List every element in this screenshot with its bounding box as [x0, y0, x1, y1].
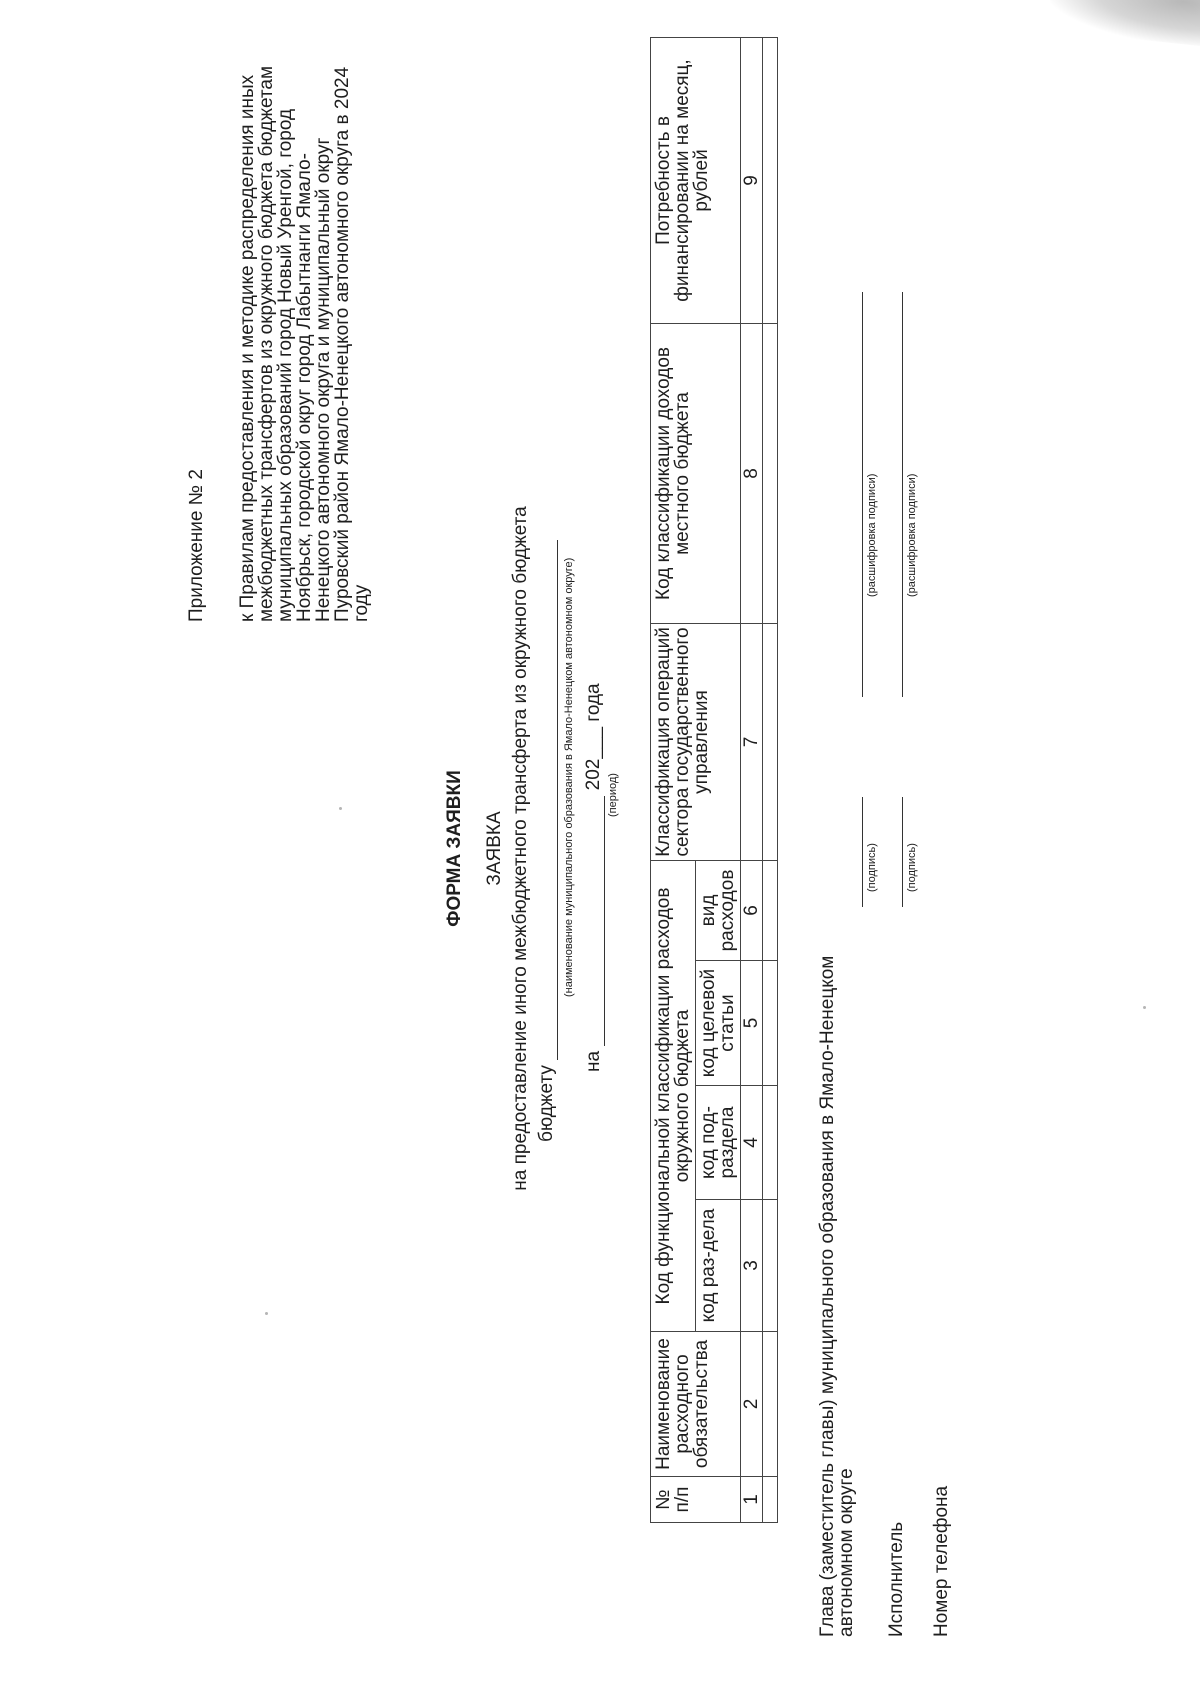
appendix-title: Приложение № 2	[186, 469, 207, 622]
table-cell	[763, 1332, 778, 1477]
col-header-func-code: Код функциональной классификации расходов окружного бюджета	[651, 860, 696, 1331]
col-header-need: Потребность в финансировании на месяц, рублей	[651, 37, 741, 323]
municipality-hint: (наименование муниципального образования в Ямало-Ненецком автономном округе)	[563, 557, 575, 997]
table-cell	[763, 1477, 778, 1523]
head-decode-caption: (расшифровка подписи)	[866, 473, 878, 597]
col-header-section: код раз-дела	[696, 1200, 741, 1332]
column-number: 6	[741, 860, 763, 960]
column-number: 5	[741, 961, 763, 1086]
table-cell	[763, 1086, 778, 1200]
period-prefix: на	[583, 1050, 604, 1072]
executor-signature-caption: (подпись)	[906, 843, 918, 892]
request-recipient	[536, 540, 558, 1142]
col-header-target: код целевой статьи	[696, 961, 741, 1086]
col-header-income-code: Код классификации доходов местного бюджета	[651, 323, 741, 623]
column-number: 2	[741, 1332, 763, 1477]
appendix-text: к Правилам предоставления и методике распределения иных межбюджетных трансфертов из окружного бюджета бюджетам муниципальных образований город Новый Уренгой, город Ноябрьск, городской округ город Лабытнанги Ямало-Ненецкого автономного округа и муниципальный округ Пуровский район Ямало-Ненецкого автономного округа в 2024 году	[237, 65, 372, 622]
table-cell	[763, 323, 778, 623]
request-subject: на предоставление иного межбюджетного трансферта из окружного бюджета	[510, 506, 531, 1191]
column-number: 1	[741, 1477, 763, 1523]
col-header-no: № п/п	[651, 1477, 741, 1523]
column-number: 4	[741, 1086, 763, 1200]
table-row	[763, 37, 778, 1522]
executor-signature-line	[902, 797, 903, 907]
column-number-row	[741, 37, 763, 1522]
column-number: 8	[741, 323, 763, 623]
head-signatory-label: Глава (заместитель главы) муниципального образования в Ямало-Ненецком автономном округе	[817, 955, 857, 1637]
period-year: 202___ года	[583, 683, 604, 791]
table-cell	[763, 961, 778, 1086]
column-number: 9	[741, 37, 763, 323]
executor-decode-caption: (расшифровка подписи)	[906, 473, 918, 597]
table-cell	[763, 860, 778, 960]
executor-label: Исполнитель	[886, 1521, 907, 1637]
column-number: 3	[741, 1200, 763, 1332]
request-title: ЗАЯВКА	[484, 811, 505, 886]
head-signature-line	[862, 797, 863, 907]
col-header-kosgu: Классификация операций сектора государственного управления	[651, 623, 741, 860]
recipient-prefix: бюджету	[536, 1065, 557, 1142]
column-number: 7	[741, 623, 763, 860]
period-blank	[604, 796, 605, 1046]
col-header-name: Наименование расходного обязательства	[651, 1332, 741, 1477]
request-table	[650, 37, 778, 1523]
municipality-blank	[557, 540, 558, 1060]
col-header-subsection: код под-раздела	[696, 1086, 741, 1200]
head-decode-line	[862, 292, 863, 697]
period-line	[583, 683, 605, 1072]
head-signature-caption: (подпись)	[866, 843, 878, 892]
table-cell	[763, 623, 778, 860]
table-cell	[763, 37, 778, 323]
phone-label: Номер телефона	[931, 1485, 952, 1637]
table-cell	[763, 1200, 778, 1332]
period-hint: (период)	[607, 773, 619, 817]
table-header-row	[651, 37, 696, 1522]
col-header-exp-type: вид расходов	[696, 860, 741, 960]
form-title: ФОРМА ЗАЯВКИ	[444, 770, 465, 927]
executor-decode-line	[902, 292, 903, 697]
